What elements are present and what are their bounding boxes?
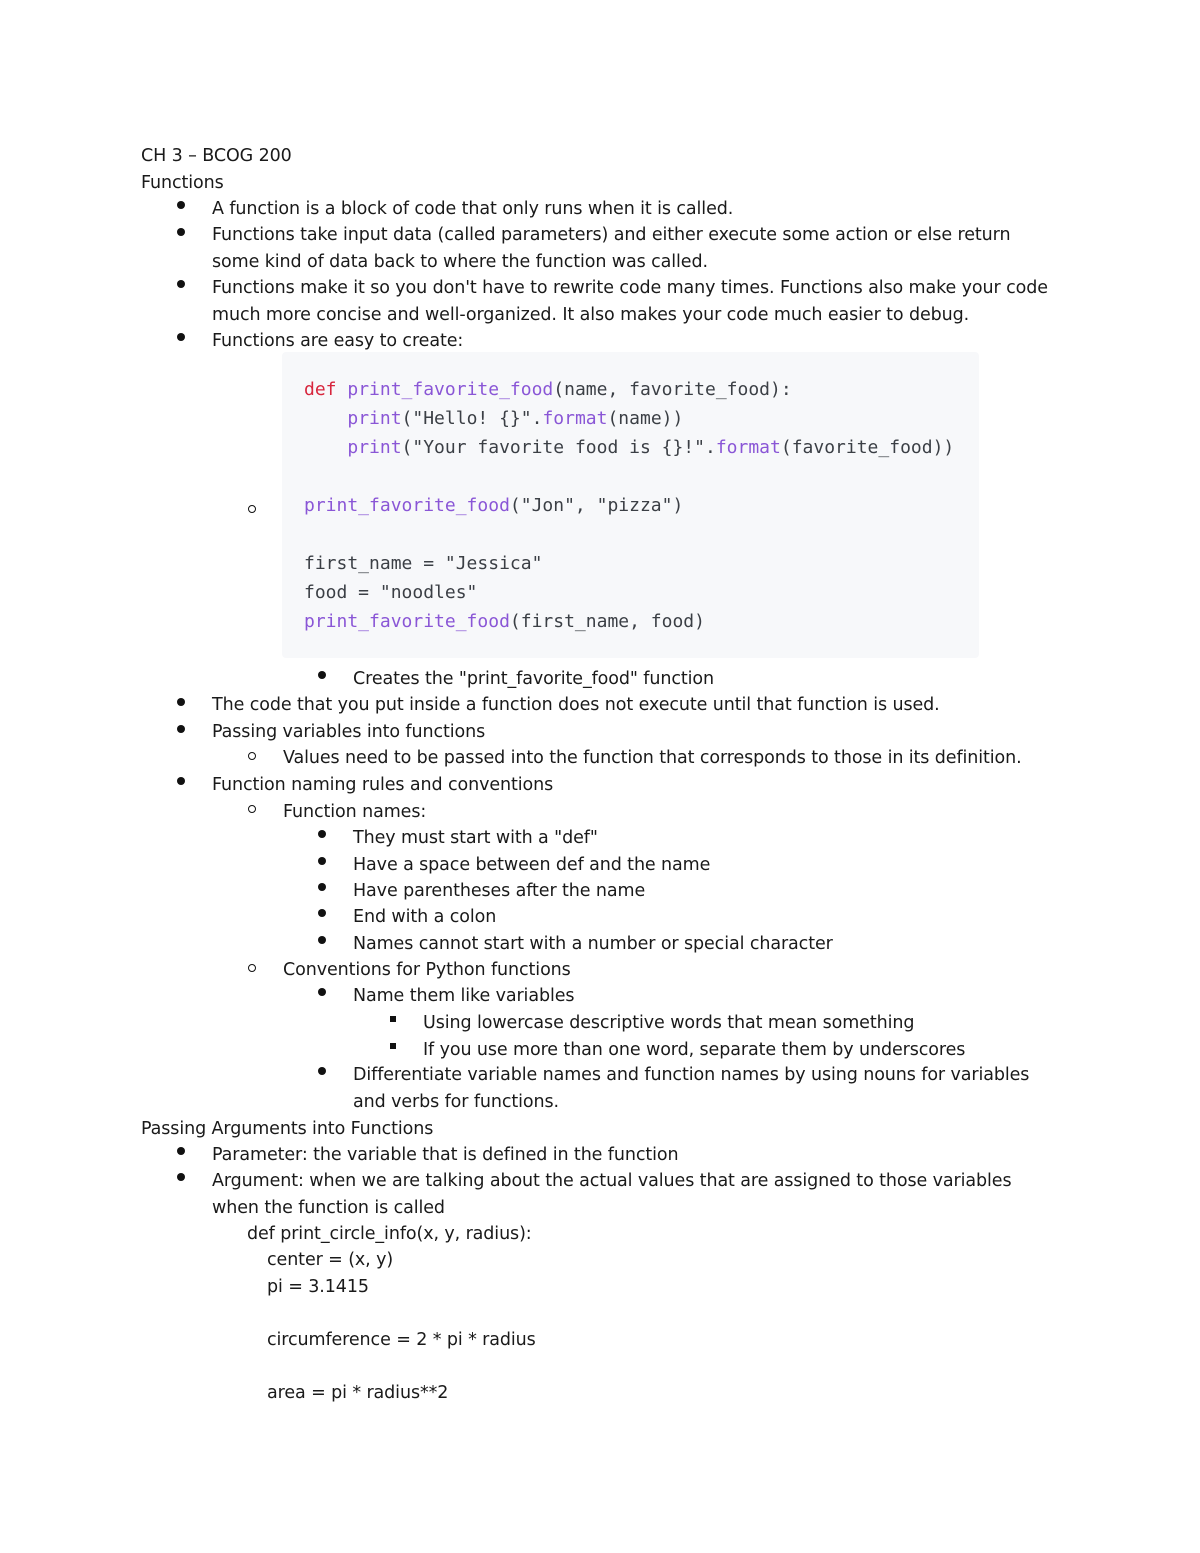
- list-item: Functions make it so you don't have to rewrite code many times. Functions also make your code: [212, 278, 1048, 298]
- list-item: Names cannot start with a number or special character: [353, 934, 833, 954]
- bullet-icon: [318, 909, 326, 917]
- document-title: CH 3 – BCOG 200: [141, 146, 292, 166]
- code-text-line: pi = 3.1415: [267, 1277, 369, 1297]
- code-line: first_name = "Jessica": [304, 553, 543, 574]
- list-item: Have parentheses after the name: [353, 881, 646, 901]
- list-item: Functions are easy to create:: [212, 331, 464, 351]
- list-item: Argument: when we are talking about the actual values that are assigned to those variables: [212, 1171, 1012, 1191]
- list-item: A function is a block of code that only runs when it is called.: [212, 199, 734, 219]
- bullet-icon: [318, 830, 326, 838]
- code-line: print_favorite_food(first_name, food): [304, 611, 705, 632]
- list-item: If you use more than one word, separate them by underscores: [423, 1040, 966, 1060]
- list-item-continuation: and verbs for functions.: [353, 1092, 559, 1112]
- code-snippet: [282, 352, 979, 658]
- list-item: Conventions for Python functions: [283, 960, 571, 980]
- list-item: Functions take input data (called parameters) and either execute some action or else return: [212, 225, 1011, 245]
- list-item: Function names:: [283, 802, 427, 822]
- list-item-continuation: some kind of data back to where the function was called.: [212, 252, 708, 272]
- bullet-icon: [318, 671, 326, 679]
- code-line: print("Hello! {}".format(name)): [347, 408, 684, 429]
- list-item: Parameter: the variable that is defined in the function: [212, 1145, 679, 1165]
- sub-bullet-icon: [248, 752, 256, 760]
- list-item: Differentiate variable names and function names by using nouns for variables: [353, 1065, 1030, 1085]
- code-line: food = "noodles": [304, 582, 478, 603]
- sub-bullet-icon: [248, 964, 256, 972]
- bullet-icon: [177, 777, 185, 785]
- bullet-icon: [318, 883, 326, 891]
- list-item: They must start with a "def": [353, 828, 598, 848]
- bullet-icon: [318, 936, 326, 944]
- list-item: End with a colon: [353, 907, 497, 927]
- sub-bullet-icon: [248, 505, 256, 513]
- code-text-line: def print_circle_info(x, y, radius):: [247, 1224, 532, 1244]
- code-text-line: circumference = 2 * pi * radius: [267, 1330, 536, 1350]
- section-heading-arguments: Passing Arguments into Functions: [141, 1119, 434, 1139]
- code-line: def print_favorite_food(name, favorite_food):: [304, 379, 792, 400]
- bullet-icon: [177, 228, 185, 236]
- bullet-icon: [177, 1147, 185, 1155]
- bullet-icon: [318, 857, 326, 865]
- list-item-continuation: much more concise and well-organized. It also makes your code much easier to debug.: [212, 305, 970, 325]
- bullet-icon: [177, 333, 185, 341]
- list-item: Using lowercase descriptive words that mean something: [423, 1013, 915, 1033]
- sub-bullet-icon: [248, 805, 256, 813]
- list-item: The code that you put inside a function does not execute until that function is used.: [212, 695, 940, 715]
- code-text-line: area = pi * radius**2: [267, 1383, 449, 1403]
- bullet-icon: [177, 725, 185, 733]
- list-item: Creates the "print_favorite_food" function: [353, 669, 714, 689]
- section-heading-functions: Functions: [141, 173, 224, 193]
- list-item: Values need to be passed into the function that corresponds to those in its definition.: [283, 748, 1022, 768]
- list-item-continuation: when the function is called: [212, 1198, 445, 1218]
- list-item: Passing variables into functions: [212, 722, 486, 742]
- code-text-line: center = (x, y): [267, 1250, 394, 1270]
- bullet-icon: [177, 698, 185, 706]
- bullet-icon: [318, 1067, 326, 1075]
- bullet-icon: [177, 1173, 185, 1181]
- bullet-icon: [177, 201, 185, 209]
- square-bullet-icon: [390, 1016, 396, 1022]
- square-bullet-icon: [390, 1043, 396, 1049]
- code-line: print_favorite_food("Jon", "pizza"): [304, 495, 684, 516]
- bullet-icon: [318, 988, 326, 996]
- list-item: Have a space between def and the name: [353, 855, 711, 875]
- code-line: print("Your favorite food is {}!".format(favorite_food)): [347, 437, 955, 458]
- list-item: Name them like variables: [353, 986, 575, 1006]
- list-item: Function naming rules and conventions: [212, 775, 554, 795]
- bullet-icon: [177, 280, 185, 288]
